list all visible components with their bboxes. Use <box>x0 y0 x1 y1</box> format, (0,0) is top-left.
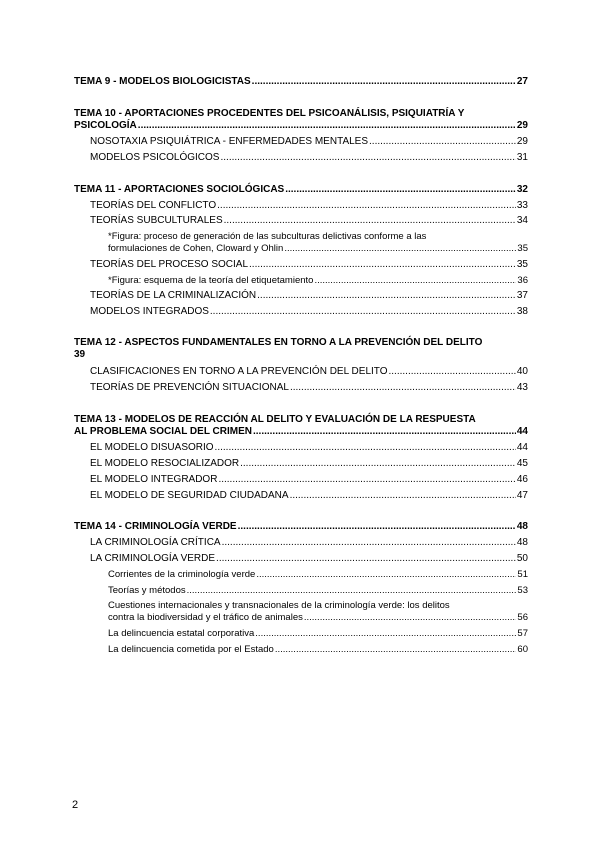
toc-entry-page: 33 <box>516 200 528 211</box>
toc-entry-modelo-disuasorio[interactable] <box>90 442 528 454</box>
toc-entry-tema-14[interactable] <box>74 521 528 533</box>
toc-entry-page: 35 <box>517 243 528 254</box>
toc-entry-title-line1: TEMA 10 - APORTACIONES PROCEDENTES DEL PSICOANÁLISIS, PSIQUIATRÍA Y <box>74 108 465 119</box>
toc-entry-title: *Figura: esquema de la teoría del etiquetamiento <box>108 275 314 286</box>
toc-entry-page: 38 <box>516 306 528 317</box>
dot-leader <box>290 490 516 502</box>
dot-leader <box>275 644 517 656</box>
toc-entry-nosotaxia[interactable] <box>90 136 528 148</box>
dot-leader <box>389 366 516 378</box>
dot-leader <box>218 474 515 486</box>
toc-entry-teorias-criminalizacion[interactable] <box>90 290 528 302</box>
toc-entry-corrientes[interactable] <box>108 569 528 581</box>
toc-entry-delincuencia-estado[interactable] <box>108 644 528 656</box>
toc-entry-page: 48 <box>516 537 528 548</box>
toc-entry-page: 35 <box>516 259 528 270</box>
dot-leader <box>257 290 516 302</box>
toc-entry-clasificaciones-prevencion[interactable] <box>90 366 528 378</box>
toc-entry-page: 57 <box>517 628 528 639</box>
toc-entry-page: 27 <box>516 76 528 87</box>
toc-entry-page: 50 <box>516 553 528 564</box>
toc-entry-tema-11[interactable] <box>74 184 528 196</box>
toc-entry-page: 47 <box>516 490 528 501</box>
toc-entry-title: TEMA 14 - CRIMINOLOGÍA VERDE <box>74 521 237 532</box>
toc-entry-title-line2: PSICOLOGÍA <box>74 120 137 131</box>
toc-entry-figura-subculturas[interactable] <box>108 231 528 255</box>
toc-entry-teorias-metodos[interactable] <box>108 585 528 597</box>
toc-entry-title-line2: formulaciones de Cohen, Cloward y Ohlin <box>108 243 284 254</box>
dot-leader <box>240 458 516 470</box>
toc-entry-page: 48 <box>516 521 528 532</box>
toc-entry-page: 29 <box>516 120 528 131</box>
toc-entry-tema-13[interactable] <box>74 414 528 438</box>
dot-leader <box>216 553 516 565</box>
toc-entry-teorias-subculturales[interactable] <box>90 215 528 227</box>
dot-leader <box>138 120 516 132</box>
toc-entry-title: NOSOTAXIA PSIQUIÁTRICA - ENFERMEDADES MENTALES <box>90 136 369 147</box>
toc-entry-title: Corrientes de la criminología verde <box>108 569 256 580</box>
toc-entry-title-line2: AL PROBLEMA SOCIAL DEL CRIMEN <box>74 426 252 437</box>
toc-entry-modelo-seguridad-ciudadana[interactable] <box>90 490 528 502</box>
toc-entry-page: 53 <box>517 585 528 596</box>
toc-entry-title: LA CRIMINOLOGÍA VERDE <box>90 553 216 564</box>
toc-entry-teorias-proceso-social[interactable] <box>90 259 528 271</box>
toc-entry-title: TEMA 9 - MODELOS BIOLOGICISTAS <box>74 76 251 87</box>
toc-entry-page: 44 <box>516 442 528 453</box>
toc-entry-title: Teorías y métodos <box>108 585 186 596</box>
toc-entry-tema-10[interactable] <box>74 108 528 132</box>
toc-entry-criminologia-verde[interactable] <box>90 553 528 565</box>
toc-entry-page: 45 <box>516 458 528 469</box>
dot-leader <box>224 215 516 227</box>
toc-entry-title: EL MODELO DISUASORIO <box>90 442 214 453</box>
toc-entry-page: 44 <box>516 426 528 437</box>
toc-entry-title: TEORÍAS SUBCULTURALES <box>90 215 223 226</box>
toc-entry-modelos-psicologicos[interactable] <box>90 152 528 164</box>
toc-entry-title-line1: TEMA 13 - MODELOS DE REACCIÓN AL DELITO Y EVALUACIÓN DE LA RESPUESTA <box>74 414 476 425</box>
toc-entry-modelo-integrador[interactable] <box>90 474 528 486</box>
dot-leader <box>255 628 516 640</box>
dot-leader <box>284 243 516 255</box>
dot-leader <box>187 585 517 597</box>
toc-entry-title: MODELOS PSICOLÓGICOS <box>90 152 220 163</box>
dot-leader <box>253 426 516 438</box>
toc-entry-title-line1: Cuestiones internacionales y transnacionales de la criminología verde: los delitos <box>108 600 450 611</box>
dot-leader <box>256 569 516 581</box>
toc-entry-page: 56 <box>517 612 528 623</box>
page-number: 2 <box>72 799 79 811</box>
toc-entry-title: LA CRIMINOLOGÍA CRÍTICA <box>90 537 221 548</box>
dot-leader <box>314 275 516 287</box>
toc-entry-title: TEORÍAS DE PREVENCIÓN SITUACIONAL <box>90 382 289 393</box>
toc-entry-page: 43 <box>516 382 528 393</box>
toc-entry-title-line1: TEMA 12 - ASPECTOS FUNDAMENTALES EN TORNO A LA PREVENCIÓN DEL DELITO <box>74 337 483 348</box>
toc-entry-title: TEORÍAS DEL CONFLICTO <box>90 200 217 211</box>
toc-entry-teorias-conflicto[interactable] <box>90 200 528 212</box>
toc-entry-figura-etiquetamiento[interactable] <box>108 275 528 287</box>
toc-entry-page: 29 <box>516 136 528 147</box>
toc-entry-title: La delincuencia estatal corporativa <box>108 628 255 639</box>
dot-leader <box>210 306 516 318</box>
toc-entry-title: CLASIFICACIONES EN TORNO A LA PREVENCIÓN DEL DELITO <box>90 366 388 377</box>
toc-entry-page: 51 <box>517 569 528 580</box>
dot-leader <box>217 200 516 212</box>
dot-leader <box>249 259 516 271</box>
toc-entry-title-line2: 39 <box>74 349 86 360</box>
toc-entry-tema-12[interactable] <box>74 337 528 361</box>
dot-leader <box>215 442 516 454</box>
dot-leader <box>220 152 515 164</box>
toc-entry-page: 46 <box>516 474 528 485</box>
dot-leader <box>222 537 516 549</box>
toc-entry-page: 34 <box>516 215 528 226</box>
toc-entry-modelos-integrados[interactable] <box>90 306 528 318</box>
toc-entry-title: TEMA 11 - APORTACIONES SOCIOLÓGICAS <box>74 184 285 195</box>
toc-entry-tema-9[interactable] <box>74 76 528 88</box>
toc-entry-title: La delincuencia cometida por el Estado <box>108 644 274 655</box>
toc-entry-title-line2: contra la biodiversidad y el tráfico de animales <box>108 612 303 623</box>
toc-entry-criminologia-critica[interactable] <box>90 537 528 549</box>
toc-entry-title-line1: *Figura: proceso de generación de las subculturas delictivas conforme a las <box>108 231 427 242</box>
toc-entry-cuestiones-internacionales[interactable] <box>108 600 528 624</box>
toc-entry-page: 60 <box>517 644 528 655</box>
toc-entry-title: EL MODELO DE SEGURIDAD CIUDADANA <box>90 490 289 501</box>
toc-entry-page: 36 <box>517 275 528 286</box>
toc-entry-title: EL MODELO INTEGRADOR <box>90 474 218 485</box>
toc-entry-delincuencia-estatal[interactable] <box>108 628 528 640</box>
dot-leader <box>238 521 516 533</box>
dot-leader <box>252 76 516 88</box>
dot-leader <box>304 612 517 624</box>
dot-leader <box>285 184 516 196</box>
toc-entry-page: 37 <box>516 290 528 301</box>
toc-entry-modelo-resocializador[interactable] <box>90 458 528 470</box>
toc-entry-prevencion-situacional[interactable] <box>90 382 528 394</box>
toc-entry-title: TEORÍAS DEL PROCESO SOCIAL <box>90 259 249 270</box>
dot-leader <box>369 136 516 148</box>
toc-entry-page: 32 <box>516 184 528 195</box>
toc-entry-title: TEORÍAS DE LA CRIMINALIZACIÓN <box>90 290 257 301</box>
toc-entry-page: 40 <box>516 366 528 377</box>
toc-entry-title: EL MODELO RESOCIALIZADOR <box>90 458 240 469</box>
dot-leader <box>290 382 516 394</box>
toc-entry-title: MODELOS INTEGRADOS <box>90 306 209 317</box>
toc-entry-page: 31 <box>516 152 528 163</box>
